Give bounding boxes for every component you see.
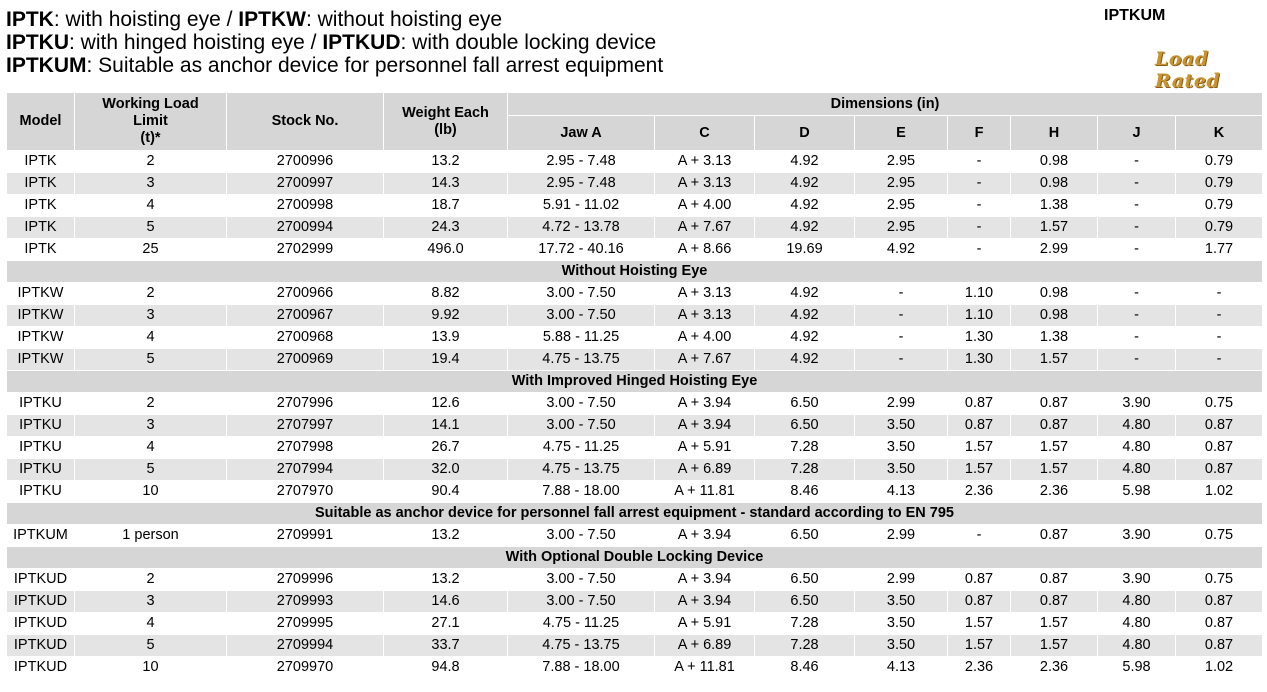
table-cell: IPTKU xyxy=(7,437,75,459)
table-cell: 0.79 xyxy=(1176,151,1263,173)
table-cell: 10 xyxy=(75,481,227,503)
table-cell: 3.90 xyxy=(1098,393,1176,415)
table-cell: 7.28 xyxy=(755,635,855,657)
table-cell: 0.79 xyxy=(1176,217,1263,239)
table-cell: - xyxy=(1098,151,1176,173)
table-cell: A + 6.89 xyxy=(655,459,755,481)
table-cell: 4.80 xyxy=(1098,635,1176,657)
table-cell: IPTKW xyxy=(7,283,75,305)
table-cell: 0.87 xyxy=(1011,415,1098,437)
model-code: IPTKUD xyxy=(322,31,401,54)
table-cell: 0.87 xyxy=(948,393,1011,415)
table-cell: 1.57 xyxy=(1011,613,1098,635)
table-cell: 5.91 - 11.02 xyxy=(508,195,655,217)
table-cell: IPTKUD xyxy=(7,591,75,613)
description-text: : with hinged hoisting eye / xyxy=(69,31,323,54)
table-cell: 2700996 xyxy=(227,151,384,173)
table-row xyxy=(7,657,1263,679)
table-cell: 19.4 xyxy=(384,349,508,371)
table-cell: 2709970 xyxy=(227,657,384,679)
header-dimensions: Dimensions (in) xyxy=(508,93,1263,116)
table-cell: 7.88 - 18.00 xyxy=(508,481,655,503)
table-cell: 2 xyxy=(75,283,227,305)
table-cell: 4.75 - 13.75 xyxy=(508,459,655,481)
table-cell: 1.57 xyxy=(1011,459,1098,481)
table-cell: 4.92 xyxy=(755,327,855,349)
table-cell: 6.50 xyxy=(755,415,855,437)
table-cell: IPTKU xyxy=(7,481,75,503)
table-cell: 5 xyxy=(75,217,227,239)
table-row xyxy=(7,635,1263,657)
table-cell: IPTK xyxy=(7,173,75,195)
table-cell: 4.72 - 13.78 xyxy=(508,217,655,239)
table-cell: 3.00 - 7.50 xyxy=(508,283,655,305)
table-cell: 0.98 xyxy=(1011,283,1098,305)
model-badge-title: IPTKUM xyxy=(1104,7,1166,24)
table-row xyxy=(7,591,1263,613)
table-row xyxy=(7,327,1263,349)
table-cell: 4.92 xyxy=(755,195,855,217)
table-cell: 1.77 xyxy=(1176,239,1263,261)
table-cell: 4.92 xyxy=(755,217,855,239)
table-cell: A + 3.94 xyxy=(655,569,755,591)
table-cell: 94.8 xyxy=(384,657,508,679)
intro-description xyxy=(6,8,663,77)
table-cell: A + 8.66 xyxy=(655,239,755,261)
table-cell: 2 xyxy=(75,151,227,173)
table-cell: IPTKW xyxy=(7,349,75,371)
table-row xyxy=(7,283,1263,305)
table-cell: 2707996 xyxy=(227,393,384,415)
table-cell: 7.28 xyxy=(755,459,855,481)
table-cell: IPTKUD xyxy=(7,613,75,635)
table-cell: 5.98 xyxy=(1098,481,1176,503)
intro-line-3 xyxy=(6,54,663,77)
table-cell: A + 11.81 xyxy=(655,657,755,679)
table-row xyxy=(7,525,1263,547)
table-cell: 2.95 xyxy=(855,195,948,217)
table-cell: 2.36 xyxy=(1011,657,1098,679)
table-cell: 4.92 xyxy=(755,151,855,173)
table-row xyxy=(7,613,1263,635)
table-cell: 1.57 xyxy=(1011,635,1098,657)
table-cell: 24.3 xyxy=(384,217,508,239)
table-cell: - xyxy=(948,525,1011,547)
table-cell: - xyxy=(1176,349,1263,371)
table-row xyxy=(7,393,1263,415)
table-cell: 8.46 xyxy=(755,481,855,503)
table-cell: A + 3.13 xyxy=(655,305,755,327)
table-cell: 0.75 xyxy=(1176,525,1263,547)
table-cell: 8.82 xyxy=(384,283,508,305)
table-cell: - xyxy=(1176,327,1263,349)
header-j: J xyxy=(1098,116,1176,151)
table-cell: 1.38 xyxy=(1011,327,1098,349)
table-cell: 14.1 xyxy=(384,415,508,437)
section-title: With Improved Hinged Hoisting Eye xyxy=(7,371,1263,393)
table-cell: 5 xyxy=(75,635,227,657)
table-cell: 0.75 xyxy=(1176,393,1263,415)
table-cell: 13.2 xyxy=(384,569,508,591)
table-cell: 4.13 xyxy=(855,657,948,679)
table-cell: - xyxy=(855,283,948,305)
table-cell: 3.00 - 7.50 xyxy=(508,525,655,547)
table-cell: A + 3.13 xyxy=(655,283,755,305)
table-cell: 2 xyxy=(75,393,227,415)
section-row xyxy=(7,547,1263,569)
table-cell: 1.57 xyxy=(948,459,1011,481)
table-row xyxy=(7,151,1263,173)
table-cell: 0.87 xyxy=(1176,415,1263,437)
table-cell: A + 3.94 xyxy=(655,393,755,415)
table-cell: 0.79 xyxy=(1176,195,1263,217)
table-cell: 5.88 - 11.25 xyxy=(508,327,655,349)
table-cell: 0.87 xyxy=(1011,393,1098,415)
table-cell: 4.92 xyxy=(755,173,855,195)
table-cell: 6.50 xyxy=(755,525,855,547)
table-cell: 17.72 - 40.16 xyxy=(508,239,655,261)
table-cell: 4.80 xyxy=(1098,459,1176,481)
table-cell: - xyxy=(1098,217,1176,239)
table-cell: 33.7 xyxy=(384,635,508,657)
table-cell: - xyxy=(948,151,1011,173)
load-rated-logo: Load Rated xyxy=(1155,48,1221,92)
table-cell: 12.6 xyxy=(384,393,508,415)
table-cell: 1.57 xyxy=(1011,349,1098,371)
table-cell: 5.98 xyxy=(1098,657,1176,679)
table-cell: A + 5.91 xyxy=(655,613,755,635)
header-jaw-a: Jaw A xyxy=(508,116,655,151)
header-k: K xyxy=(1176,116,1263,151)
table-cell: 3.00 - 7.50 xyxy=(508,415,655,437)
table-cell: 2709995 xyxy=(227,613,384,635)
table-cell: - xyxy=(1098,305,1176,327)
table-cell: 6.50 xyxy=(755,393,855,415)
section-row xyxy=(7,371,1263,393)
header-d: D xyxy=(755,116,855,151)
table-cell: 3.50 xyxy=(855,635,948,657)
table-cell: A + 4.00 xyxy=(655,327,755,349)
table-cell: 3.00 - 7.50 xyxy=(508,591,655,613)
table-cell: - xyxy=(1098,195,1176,217)
table-cell: A + 3.13 xyxy=(655,173,755,195)
table-cell: 2.36 xyxy=(1011,481,1098,503)
table-cell: 0.98 xyxy=(1011,305,1098,327)
table-cell: 18.7 xyxy=(384,195,508,217)
table-cell: 2707994 xyxy=(227,459,384,481)
table-cell: - xyxy=(1098,173,1176,195)
table-cell: 6.50 xyxy=(755,569,855,591)
table-cell: 8.46 xyxy=(755,657,855,679)
table-cell: 2.95 xyxy=(855,173,948,195)
table-cell: A + 11.81 xyxy=(655,481,755,503)
table-cell: A + 4.00 xyxy=(655,195,755,217)
table-cell: 2.95 - 7.48 xyxy=(508,173,655,195)
table-cell: 0.87 xyxy=(1176,635,1263,657)
intro-line-2 xyxy=(6,31,663,54)
table-cell: 1.10 xyxy=(948,283,1011,305)
table-cell: 1.57 xyxy=(948,613,1011,635)
table-cell: IPTK xyxy=(7,195,75,217)
table-cell: 4 xyxy=(75,327,227,349)
table-cell: 3.50 xyxy=(855,459,948,481)
table-cell: - xyxy=(948,239,1011,261)
model-code: IPTK xyxy=(6,8,54,31)
table-cell: IPTKUD xyxy=(7,569,75,591)
table-cell: 2702999 xyxy=(227,239,384,261)
section-title: With Optional Double Locking Device xyxy=(7,547,1263,569)
table-cell: 2700967 xyxy=(227,305,384,327)
table-cell: 7.28 xyxy=(755,613,855,635)
table-cell: - xyxy=(948,195,1011,217)
table-cell: 13.9 xyxy=(384,327,508,349)
model-code: IPTKUM xyxy=(6,54,87,77)
table-cell: 2700968 xyxy=(227,327,384,349)
table-cell: 3.90 xyxy=(1098,525,1176,547)
table-cell: A + 5.91 xyxy=(655,437,755,459)
table-cell: 2700997 xyxy=(227,173,384,195)
table-cell: 27.1 xyxy=(384,613,508,635)
table-cell: 0.87 xyxy=(1011,525,1098,547)
table-cell: 4.75 - 13.75 xyxy=(508,349,655,371)
table-row xyxy=(7,239,1263,261)
table-cell: 1.57 xyxy=(948,437,1011,459)
header-model: Model xyxy=(7,93,75,151)
table-cell: 1.38 xyxy=(1011,195,1098,217)
table-cell: 4.92 xyxy=(755,305,855,327)
table-cell: 4 xyxy=(75,195,227,217)
table-row xyxy=(7,415,1263,437)
table-cell: 5 xyxy=(75,349,227,371)
table-cell: 4.75 - 11.25 xyxy=(508,437,655,459)
table-cell: 3.90 xyxy=(1098,569,1176,591)
header-h: H xyxy=(1011,116,1098,151)
table-cell: IPTK xyxy=(7,217,75,239)
table-cell: 2700998 xyxy=(227,195,384,217)
table-cell: - xyxy=(1176,283,1263,305)
description-text: : with hoisting eye / xyxy=(53,8,239,31)
table-cell: 2709991 xyxy=(227,525,384,547)
table-cell: 4.13 xyxy=(855,481,948,503)
table-cell: 4.92 xyxy=(855,239,948,261)
description-text: : Suitable as anchor device for personnel fall arrest equipment xyxy=(86,54,664,77)
header-working-load-limit: Working Load Limit (t)* xyxy=(75,93,227,151)
table-cell: IPTKUM xyxy=(7,525,75,547)
table-row xyxy=(7,195,1263,217)
table-row xyxy=(7,437,1263,459)
table-cell: 3.50 xyxy=(855,591,948,613)
header-e: E xyxy=(855,116,948,151)
spec-table-body xyxy=(7,151,1263,679)
table-row xyxy=(7,173,1263,195)
table-cell: 2709996 xyxy=(227,569,384,591)
table-cell: 3.00 - 7.50 xyxy=(508,305,655,327)
table-cell: A + 3.94 xyxy=(655,525,755,547)
table-cell: 2.99 xyxy=(855,393,948,415)
table-cell: 4.80 xyxy=(1098,415,1176,437)
table-cell: IPTK xyxy=(7,239,75,261)
table-cell: 0.79 xyxy=(1176,173,1263,195)
table-cell: IPTKUD xyxy=(7,635,75,657)
table-cell: 0.98 xyxy=(1011,173,1098,195)
table-cell: 26.7 xyxy=(384,437,508,459)
description-text: : without hoisting eye xyxy=(305,8,503,31)
table-cell: 2.36 xyxy=(948,657,1011,679)
table-cell: A + 7.67 xyxy=(655,349,755,371)
table-cell: 1.30 xyxy=(948,349,1011,371)
table-cell: 4.80 xyxy=(1098,437,1176,459)
table-cell: 3 xyxy=(75,173,227,195)
table-cell: 0.98 xyxy=(1011,151,1098,173)
table-cell: 0.87 xyxy=(948,415,1011,437)
table-cell: IPTKU xyxy=(7,415,75,437)
table-cell: 3 xyxy=(75,305,227,327)
table-cell: - xyxy=(855,327,948,349)
header-c: C xyxy=(655,116,755,151)
table-cell: 13.2 xyxy=(384,151,508,173)
table-cell: - xyxy=(855,305,948,327)
table-cell: 1.02 xyxy=(1176,657,1263,679)
table-cell: - xyxy=(948,217,1011,239)
table-cell: IPTKUD xyxy=(7,657,75,679)
table-cell: 7.28 xyxy=(755,437,855,459)
table-cell: 4.92 xyxy=(755,283,855,305)
table-cell: 7.88 - 18.00 xyxy=(508,657,655,679)
table-cell: 10 xyxy=(75,657,227,679)
table-row xyxy=(7,459,1263,481)
table-cell: 0.87 xyxy=(1011,591,1098,613)
table-cell: 2707998 xyxy=(227,437,384,459)
table-cell: - xyxy=(855,349,948,371)
table-cell: 2.36 xyxy=(948,481,1011,503)
table-cell: A + 7.67 xyxy=(655,217,755,239)
table-cell: A + 3.13 xyxy=(655,151,755,173)
table-cell: 496.0 xyxy=(384,239,508,261)
table-cell: 1.30 xyxy=(948,327,1011,349)
table-cell: 13.2 xyxy=(384,525,508,547)
table-cell: 1 person xyxy=(75,525,227,547)
table-cell: 25 xyxy=(75,239,227,261)
header-stock-no: Stock No. xyxy=(227,93,384,151)
table-row xyxy=(7,569,1263,591)
table-cell: 3.50 xyxy=(855,613,948,635)
table-cell: 2707970 xyxy=(227,481,384,503)
table-cell: 0.87 xyxy=(948,569,1011,591)
table-cell: 2709993 xyxy=(227,591,384,613)
model-code: IPTKW xyxy=(238,8,306,31)
table-cell: 4.80 xyxy=(1098,591,1176,613)
table-cell: 5 xyxy=(75,459,227,481)
table-cell: 1.57 xyxy=(948,635,1011,657)
table-cell: - xyxy=(1098,283,1176,305)
table-cell: 1.57 xyxy=(1011,437,1098,459)
table-cell: 0.87 xyxy=(1176,591,1263,613)
header-f: F xyxy=(948,116,1011,151)
table-cell: IPTKU xyxy=(7,393,75,415)
table-cell: - xyxy=(1098,327,1176,349)
intro-line-1 xyxy=(6,8,663,31)
table-cell: 9.92 xyxy=(384,305,508,327)
table-cell: - xyxy=(1098,239,1176,261)
table-cell: 3 xyxy=(75,591,227,613)
table-cell: 2700969 xyxy=(227,349,384,371)
table-cell: 2700994 xyxy=(227,217,384,239)
table-cell: 0.87 xyxy=(1176,459,1263,481)
model-code: IPTKU xyxy=(6,31,69,54)
table-cell: 6.50 xyxy=(755,591,855,613)
table-row xyxy=(7,217,1263,239)
table-cell: 3.00 - 7.50 xyxy=(508,569,655,591)
section-title: Suitable as anchor device for personnel fall arrest equipment - standard according to EN 795 xyxy=(7,503,1263,525)
table-cell: 4.80 xyxy=(1098,613,1176,635)
table-cell: 0.87 xyxy=(1011,569,1098,591)
table-cell: 2.95 xyxy=(855,217,948,239)
table-cell: 2.95 - 7.48 xyxy=(508,151,655,173)
table-cell: 3.00 - 7.50 xyxy=(508,393,655,415)
table-cell: 2.99 xyxy=(855,525,948,547)
table-cell: 3.50 xyxy=(855,415,948,437)
table-cell: 0.87 xyxy=(948,591,1011,613)
table-cell: 0.87 xyxy=(1176,613,1263,635)
table-cell: IPTK xyxy=(7,151,75,173)
table-cell: 1.02 xyxy=(1176,481,1263,503)
table-cell: A + 6.89 xyxy=(655,635,755,657)
table-cell: 1.57 xyxy=(1011,217,1098,239)
table-cell: 2.95 xyxy=(855,151,948,173)
section-title: Without Hoisting Eye xyxy=(7,261,1263,283)
table-cell: 19.69 xyxy=(755,239,855,261)
table-cell: 0.75 xyxy=(1176,569,1263,591)
table-cell: 0.87 xyxy=(1176,437,1263,459)
table-cell: 2707997 xyxy=(227,415,384,437)
table-cell: - xyxy=(948,173,1011,195)
description-text: : with double locking device xyxy=(400,31,657,54)
table-cell: 2700966 xyxy=(227,283,384,305)
table-cell: 2.99 xyxy=(1011,239,1098,261)
table-row xyxy=(7,349,1263,371)
table-cell: 3 xyxy=(75,415,227,437)
table-cell: 4 xyxy=(75,437,227,459)
table-cell: 4.75 - 13.75 xyxy=(508,635,655,657)
table-row xyxy=(7,481,1263,503)
table-cell: 2.99 xyxy=(855,569,948,591)
table-row xyxy=(7,305,1263,327)
header-weight-each: Weight Each (lb) xyxy=(384,93,508,151)
spec-table xyxy=(6,92,1263,679)
table-cell: 3.50 xyxy=(855,437,948,459)
table-cell: 4.75 - 11.25 xyxy=(508,613,655,635)
table-cell: 2709994 xyxy=(227,635,384,657)
table-cell: A + 3.94 xyxy=(655,591,755,613)
table-cell: A + 3.94 xyxy=(655,415,755,437)
table-cell: 32.0 xyxy=(384,459,508,481)
section-row xyxy=(7,503,1263,525)
table-cell: 90.4 xyxy=(384,481,508,503)
table-cell: IPTKW xyxy=(7,305,75,327)
table-cell: IPTKU xyxy=(7,459,75,481)
table-cell: IPTKW xyxy=(7,327,75,349)
table-cell: 2 xyxy=(75,569,227,591)
table-cell: 14.3 xyxy=(384,173,508,195)
table-cell: 4 xyxy=(75,613,227,635)
table-cell: 4.92 xyxy=(755,349,855,371)
table-cell: 14.6 xyxy=(384,591,508,613)
section-row xyxy=(7,261,1263,283)
table-cell: - xyxy=(1176,305,1263,327)
table-cell: 1.10 xyxy=(948,305,1011,327)
table-cell: - xyxy=(1098,349,1176,371)
